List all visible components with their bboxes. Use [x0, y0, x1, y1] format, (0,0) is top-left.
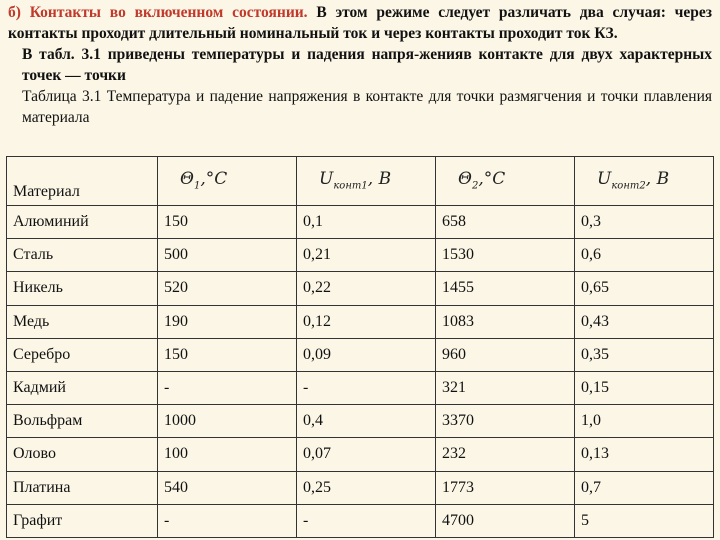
value-cell: 3370 — [436, 405, 575, 438]
value-cell: 1000 — [158, 405, 297, 438]
table-row — [7, 272, 714, 305]
table-row — [7, 338, 714, 371]
value-cell: 0,15 — [575, 371, 714, 404]
value-cell: 232 — [436, 438, 575, 471]
value-cell: 0,35 — [575, 338, 714, 371]
value-cell: 0,1 — [297, 206, 436, 239]
material-name-cell: Медь — [7, 305, 158, 338]
table-row — [7, 239, 714, 272]
value-cell: 500 — [158, 239, 297, 272]
value-cell: 520 — [158, 272, 297, 305]
material-name-cell: Кадмий — [7, 371, 158, 404]
value-cell: 0,65 — [575, 272, 714, 305]
value-cell: 0,22 — [297, 272, 436, 305]
value-cell: 0,43 — [575, 305, 714, 338]
table-row — [7, 405, 714, 438]
value-cell: 0,4 — [297, 405, 436, 438]
value-cell: 0,3 — [575, 206, 714, 239]
value-cell: - — [297, 371, 436, 404]
value-cell: - — [158, 504, 297, 537]
value-cell: 0,12 — [297, 305, 436, 338]
value-cell: 0,25 — [297, 471, 436, 504]
table-caption: Таблица 3.1 Температура и падение напряжения в контакте для точки размягчения и точки плавления материала — [22, 88, 712, 126]
table-row — [7, 305, 714, 338]
material-name-cell: Олово — [7, 438, 158, 471]
value-cell: 0,13 — [575, 438, 714, 471]
value-cell: 0,7 — [575, 471, 714, 504]
value-cell: 1773 — [436, 471, 575, 504]
material-name-cell: Серебро — [7, 338, 158, 371]
material-name-cell: Алюминий — [7, 206, 158, 239]
table-row — [7, 371, 714, 404]
value-cell: 1530 — [436, 239, 575, 272]
value-cell: 0,6 — [575, 239, 714, 272]
header-theta2: $\Theta_2,^\circ C$ — [436, 157, 575, 206]
value-cell: 190 — [158, 305, 297, 338]
material-name-cell: Сталь — [7, 239, 158, 272]
value-cell: 0,09 — [297, 338, 436, 371]
materials-table — [6, 156, 714, 538]
value-cell: 0,21 — [297, 239, 436, 272]
section-heading: б) Контакты во включенном состоянии. — [8, 4, 308, 21]
value-cell: 960 — [436, 338, 575, 371]
header-u-kont2: $U_{конт2}$, В — [575, 157, 714, 206]
value-cell: - — [297, 504, 436, 537]
value-cell: 321 — [436, 371, 575, 404]
material-name-cell: Никель — [7, 272, 158, 305]
table-body — [7, 206, 714, 538]
value-cell: - — [158, 371, 297, 404]
value-cell: 658 — [436, 206, 575, 239]
value-cell: 100 — [158, 438, 297, 471]
value-cell: 1083 — [436, 305, 575, 338]
table-row — [7, 438, 714, 471]
value-cell: 1455 — [436, 272, 575, 305]
material-name-cell: Платина — [7, 471, 158, 504]
table-row — [7, 504, 714, 537]
paragraph-mode — [8, 2, 712, 44]
value-cell: 0,07 — [297, 438, 436, 471]
header-u-kont1: $U_{конт1}$, В — [297, 157, 436, 206]
table-row — [7, 471, 714, 504]
material-name-cell: Графит — [7, 504, 158, 537]
value-cell: 150 — [158, 338, 297, 371]
value-cell: 5 — [575, 504, 714, 537]
value-cell: 4700 — [436, 504, 575, 537]
header-theta1: $\Theta_1,^\circ C$ — [158, 157, 297, 206]
material-name-cell: Вольфрам — [7, 405, 158, 438]
value-cell: 1,0 — [575, 405, 714, 438]
table-header-row — [7, 157, 714, 206]
paragraph-table-ref: В табл. 3.1 приведены температуры и падения напря-женияв контакте для двух характерных точек — точки — [22, 46, 712, 84]
header-material: Материал — [7, 157, 158, 206]
paragraph-mode-text: В этом режиме следует различать два случая: через контакты проходит длительный номинальный ток и через контакты проходит ток КЗ. — [8, 4, 712, 42]
table-row — [7, 206, 714, 239]
value-cell: 150 — [158, 206, 297, 239]
intro-text — [8, 2, 712, 128]
value-cell: 540 — [158, 471, 297, 504]
